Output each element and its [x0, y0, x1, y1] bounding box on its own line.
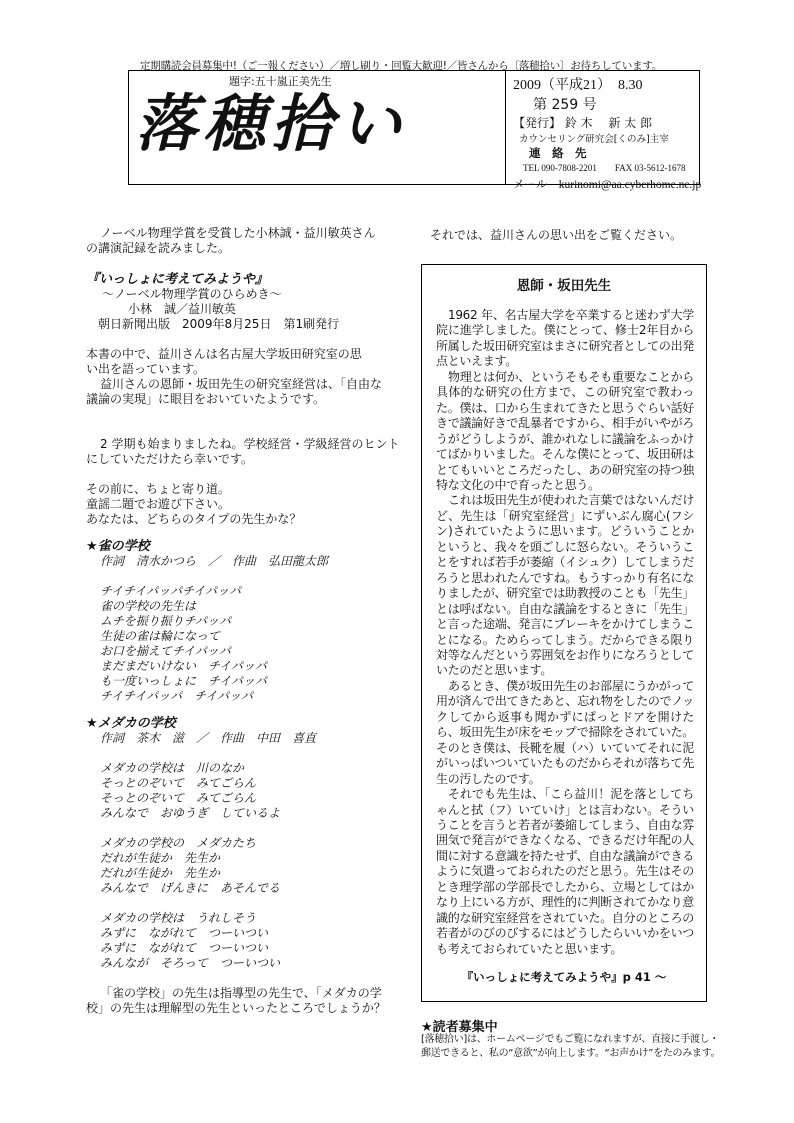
box-paragraph: これは坂田先生が使われた言葉ではないんだけど、先生は「研究室経営」にずいぶん腐心(フシン)されていたように思います。どういうことかというと、我々を頭ごしに怒らない。そういうことをすれば若手が萎縮（イシュク）してしまうだろうと思われたんですね。もうすっかり有名になりましたが、研究室では助教授のことも「先生」とは呼ばない。自由な議論をするときに「先生」と言った途端、発言にブレーキをかけてしまうことになる。ためらってしまう。だからできる限り対等なんだという雰囲気をお作りになろうとしていたのだと思います。 — [436, 493, 694, 678]
lyric-line: そっとのぞいて みてごらん — [100, 776, 257, 790]
box-source: 『いっしょに考えてみようや』p 41 ～ — [461, 970, 667, 985]
lyric-line: みずに ながれて つーいつい — [100, 941, 269, 955]
email: メール kurinomi@aa.cyberhome.ne.jp — [513, 179, 702, 191]
closing-line: 「雀の学校」の先生は指導型の先生で、「メダカの学 — [100, 986, 382, 1000]
lyric-line: お口を揃えてチイパッパ — [100, 644, 231, 658]
lyric-line: みんなで おゆうぎ しているよ — [100, 806, 281, 820]
song-credit: 作詞 清水かつら ／ 作曲 弘田龍太郎 — [100, 554, 329, 568]
lyric-line: そっとのぞいて みてごらん — [100, 791, 257, 805]
box-paragraph: あるとき、僕が坂田先生のお部屋にうかがって用が済んで出てきたあと、忘れ物をしたのでノックしてから返事も聞かずにぱっとドアを開けたら、坂田先生が床をモップで掃除をされていた。そのとき僕は、長靴を履（ハ）いていてそれに泥がいっぱいついていたものだからそれが落ちて先生の汚したのです。 — [436, 678, 694, 786]
lyric-line: 雀の学校の先生は — [100, 599, 197, 613]
newsletter-title: 落穂拾い — [135, 87, 408, 160]
lyric-line: も一度いっしょに チイパッパ — [100, 674, 267, 688]
lyric-line: みずに ながれて つーいつい — [100, 926, 269, 940]
lyric-line: 生徒の雀は輪になって — [100, 629, 221, 643]
paragraph-line: 2 学期も始まりましたね。学校経営・学級経営のヒント — [100, 437, 400, 451]
masthead-info — [513, 71, 702, 192]
lyric-line: だれが生徒か 先生か — [100, 866, 221, 880]
box-paragraph: それでも先生は、「こら益川！泥を落としてちゃんと拭（フ）いていけ」とは言わない。そういうことを言うと若者が萎縮してしまう、自由な雰囲気で発言ができなくなる、できるだけ年配の人間に対する意識を持たせず、自由な議論ができるように気遣っておられたのだと思う。先生はそのとき理学部の学部長でしたから、立場としてはかなり上にいる方が、理性的に判断されてかなり意識的な研究室経営をされていた。自分のところの若者がのびのびするにはどうしたらいいかをいつも考えておられていたと思います。 — [436, 787, 694, 956]
paragraph-line: 議論の実現」に眼目をおいていたようです。 — [86, 392, 326, 406]
paragraph-line: にしていただけたら幸いです。 — [86, 452, 254, 466]
book-title: 『いっしょに考えてみようや』 — [86, 272, 269, 287]
issue-number: 第 259 号 — [533, 97, 597, 113]
book-authors: 小林 誠／益川敏英 — [128, 302, 237, 316]
lyric-line: みんなで げんきに あそんでる — [100, 881, 281, 895]
masthead-tagline: 定期購読会員募集中!（ご一報ください）／増し刷り・回覧大歓迎!／皆さんから〔落穂拾い〕お待ちしています。 — [140, 60, 663, 72]
contact-label: 連 絡 先 — [529, 146, 587, 160]
right-intro: それでは、益川さんの思い出をご覧ください。 — [430, 228, 683, 242]
intro-line: ノーベル物理学賞を受賞した小林誠・益川敏英さん — [100, 226, 376, 240]
publisher: 【発行】 鈴 木 新 太 郎 — [513, 116, 653, 130]
lyric-line: みんなが そろって つーいつい — [100, 956, 281, 970]
book-subtitle: ～ノーベル物理学賞のひらめき～ — [102, 287, 282, 301]
paragraph-line: 童謡二題でお遊び下さい。 — [86, 497, 231, 511]
closing-line: 校」の先生は理解型の先生といったところでしょうか？ — [86, 1001, 386, 1015]
lab-name: カウンセリング研究会[くのみ]主宰 — [519, 134, 669, 145]
song-title: ★メダカの学校 — [86, 716, 176, 731]
lyric-line: まだまだいけない チイパッパ — [100, 659, 267, 673]
recruit-title: ★読者募集中 — [421, 1020, 498, 1035]
song-title: ★雀の学校 — [86, 539, 150, 554]
title-credit: 題字:五十嵐正美先生 — [229, 75, 332, 88]
intro-line: の講演記録を読みました。 — [86, 241, 231, 255]
lyric-line: チイチイパッパ チイパッパ — [100, 689, 254, 703]
lyric-line: だれが生徒か 先生か — [100, 851, 221, 865]
lyric-line: メダカの学校は 川のなか — [100, 761, 245, 775]
box-title: 恩師・坂田先生 — [516, 278, 612, 294]
masthead — [128, 70, 702, 191]
paragraph-line: い出を語っています。 — [86, 362, 206, 376]
lyric-line: チイチイパッパチイパッパ — [100, 584, 242, 598]
paragraph-line: その前に、ちょと寄り道。 — [86, 482, 231, 496]
box-paragraph: 1962 年、名古屋大学を卒業すると迷わず大学院に進学しました。僕にとって、修士2年目から所属した坂田研究室はまさに研究者としての出発点といえます。 — [436, 308, 694, 369]
recruit-text: [落穂拾い]は、ホームページでもご覧になれますが、直接に手渡し・郵送できると、私の“意欲”が向上します。“お声かけ”をたのみます。 — [421, 1034, 721, 1059]
box-paragraph: 物理とは何か、というそもそも重要なことから具体的な研究の仕方まで、この研究室で教わった。僕は、口から生まれてきたと思うぐらい話好きで議論好きで乱暴者ですから、相手がいやがろうがどうしようが、誰かれなしに議論をふっかけてばかりいました。そんな僕にとって、坂田研はとてもいいところだったし、あの研究室の持つ独特な文化の中で育ったと思う。 — [436, 369, 694, 492]
paragraph-line: 本書の中で、益川さんは名古屋大学坂田研究室の思 — [86, 347, 362, 361]
book-publisher: 朝日新聞出版 2009年8月25日 第1刷発行 — [98, 317, 340, 331]
quote-box — [421, 264, 707, 1002]
tel-fax: TEL 090-7808-2201 FAX 03-5612-1678 — [523, 163, 686, 173]
song-credit: 作詞 茶木 滋 ／ 作曲 中田 喜直 — [100, 731, 317, 745]
masthead-divider — [505, 71, 506, 184]
box-body — [436, 308, 694, 957]
paragraph-line: あなたは、どちらのタイプの先生かな？ — [86, 512, 302, 526]
left-column — [86, 226, 406, 1016]
issue-date: 2009（平成21） 8.30 — [513, 78, 643, 93]
lyric-line: メダカの学校は うれしそう — [100, 911, 257, 925]
lyric-line: ムチを振り振りチパッパ — [100, 614, 232, 628]
lyric-line: メダカの学校の メダカたち — [100, 836, 257, 850]
paragraph-line: 益川さんの恩師・坂田先生の研究室経営は、「自由な — [100, 377, 383, 391]
